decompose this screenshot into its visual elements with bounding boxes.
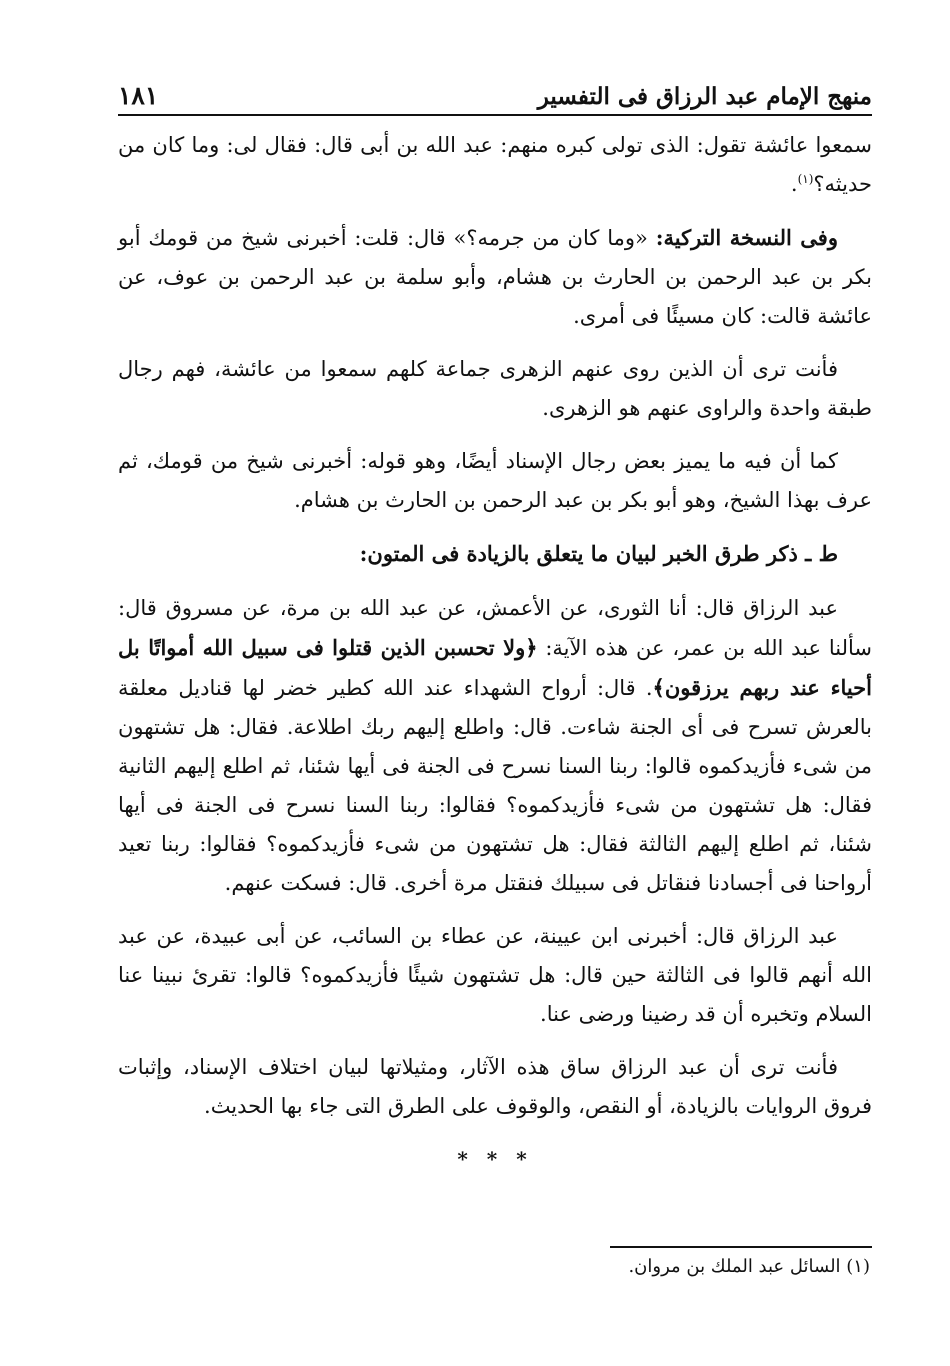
quran-verse: ﴿ولا تحسبن الذين قتلوا فى سبيل الله أمواتًا بل أحياء عند ربهم يرزقون﴾ [118, 635, 872, 700]
paragraph-quran-after: . قال: أرواح الشهداء عند الله كطير خضر لها قناديل معلقة بالعرش تسرح فى أى الجنة شاءت. قال: واطلع إليهم ربك اطلاعة. فقال: هل تشتهون من شىء فأزيدكموه قالوا: ربنا السنا نسرح فى الجنة فى أيها شئنا، ثم اطلع إليهم الثانية فقال: هل تشتهون من شىء فأزيدكموه؟ فقالوا: ربنا السنا نسرح فى الجنة فى أيها شئنا، ثم اطلع إليهم الثالثة فقال: هل تشتهون من شىء فأزيدكموه؟ فقالوا: ربنا تعيد أرواحنا فى أجسادنا فنقاتل فى سبيلك فنقتل مرة أخرى. قال: فسكت عنهم. [118, 676, 872, 895]
footnote: (١) السائل عبد الملك بن مروان. [628, 1256, 870, 1277]
paragraph-1-end: . [790, 172, 798, 196]
paragraph-1-text: سمعوا عائشة تقول: الذى تولى كبره منهم: عبد الله بن أبى قال: فقال لى: وما كان من حديثه؟ [118, 133, 872, 196]
paragraph-7-text: فأنت ترى أن عبد الرزاق ساق هذه الآثار، ومثيلاتها لبيان اختلاف الإسناد، وإثبات فروق الروايات بالزيادة، أو النقص، والوقوف على الطرق التى جاء بها الحديث. [118, 1055, 872, 1118]
running-head: منهج الإمام عبد الرزاق فى التفسير [537, 83, 872, 110]
paragraph-2-text: «وما كان من جرمه؟» قال: قلت: أخبرنى شيخ من قومك أبو بكر بن عبد الرحمن بن الحارث بن هشام، وأبو سلمة بن عبد الرحمن بن عوف، عن عائشة قالت: كان مسيئًا فى أمرى. [118, 226, 872, 328]
paragraph-2-lead: وفى النسخة التركية: [655, 225, 838, 250]
section-separator: * * * [457, 1147, 533, 1171]
header-rule [118, 114, 872, 116]
footnote-ref[interactable]: (١) [797, 172, 814, 186]
paragraph-6-text: عبد الرزاق قال: أخبرنى ابن عيينة، عن عطاء بن السائب، عن أبى عبيدة، عن عبد الله أنهم قالوا فى الثالثة حين قال: هل تشتهون شيئًا فأزيدكموه؟ قالوا: تقرئ نبينا عنا السلام وتخبره أن قد رضينا ورضى عنا. [118, 924, 872, 1026]
page-body [118, 126, 872, 1179]
paragraph-3 [118, 350, 872, 428]
paragraph-3-text: فأنت ترى أن الذين روى عنهم الزهرى جماعة كلهم سمعوا من عائشة، فهم رجال طبقة واحدة والراوى عنهم هو الزهرى. [118, 357, 872, 420]
page-header [118, 74, 872, 110]
paragraph-6 [118, 917, 872, 1034]
paragraph-4 [118, 442, 872, 520]
paragraph-2 [118, 218, 872, 336]
paragraph-4-text: كما أن فيه ما يميز بعض رجال الإسناد أيضًا، وهو قوله: أخبرنى شيخ من قومك، ثم عرف بهذا الشيخ، وهو أبو بكر بن عبد الرحمن بن الحارث بن هشام. [118, 449, 872, 512]
paragraph-quran-before: عبد الرزاق قال: أنا الثورى، عن الأعمش، عن عبد الله بن مرة، عن مسروق قال: سألنا عبد الله بن عمر، عن هذه الآية: [118, 596, 872, 660]
section-heading: ط ـ ذكر طرق الخبر لبيان ما يتعلق بالزيادة فى المتون: [359, 541, 838, 566]
paragraph-7 [118, 1048, 872, 1126]
paragraph-1 [118, 126, 872, 204]
footnote-rule [610, 1246, 872, 1248]
paragraph-quran [118, 589, 872, 903]
page-number: ١٨١ [118, 81, 159, 110]
